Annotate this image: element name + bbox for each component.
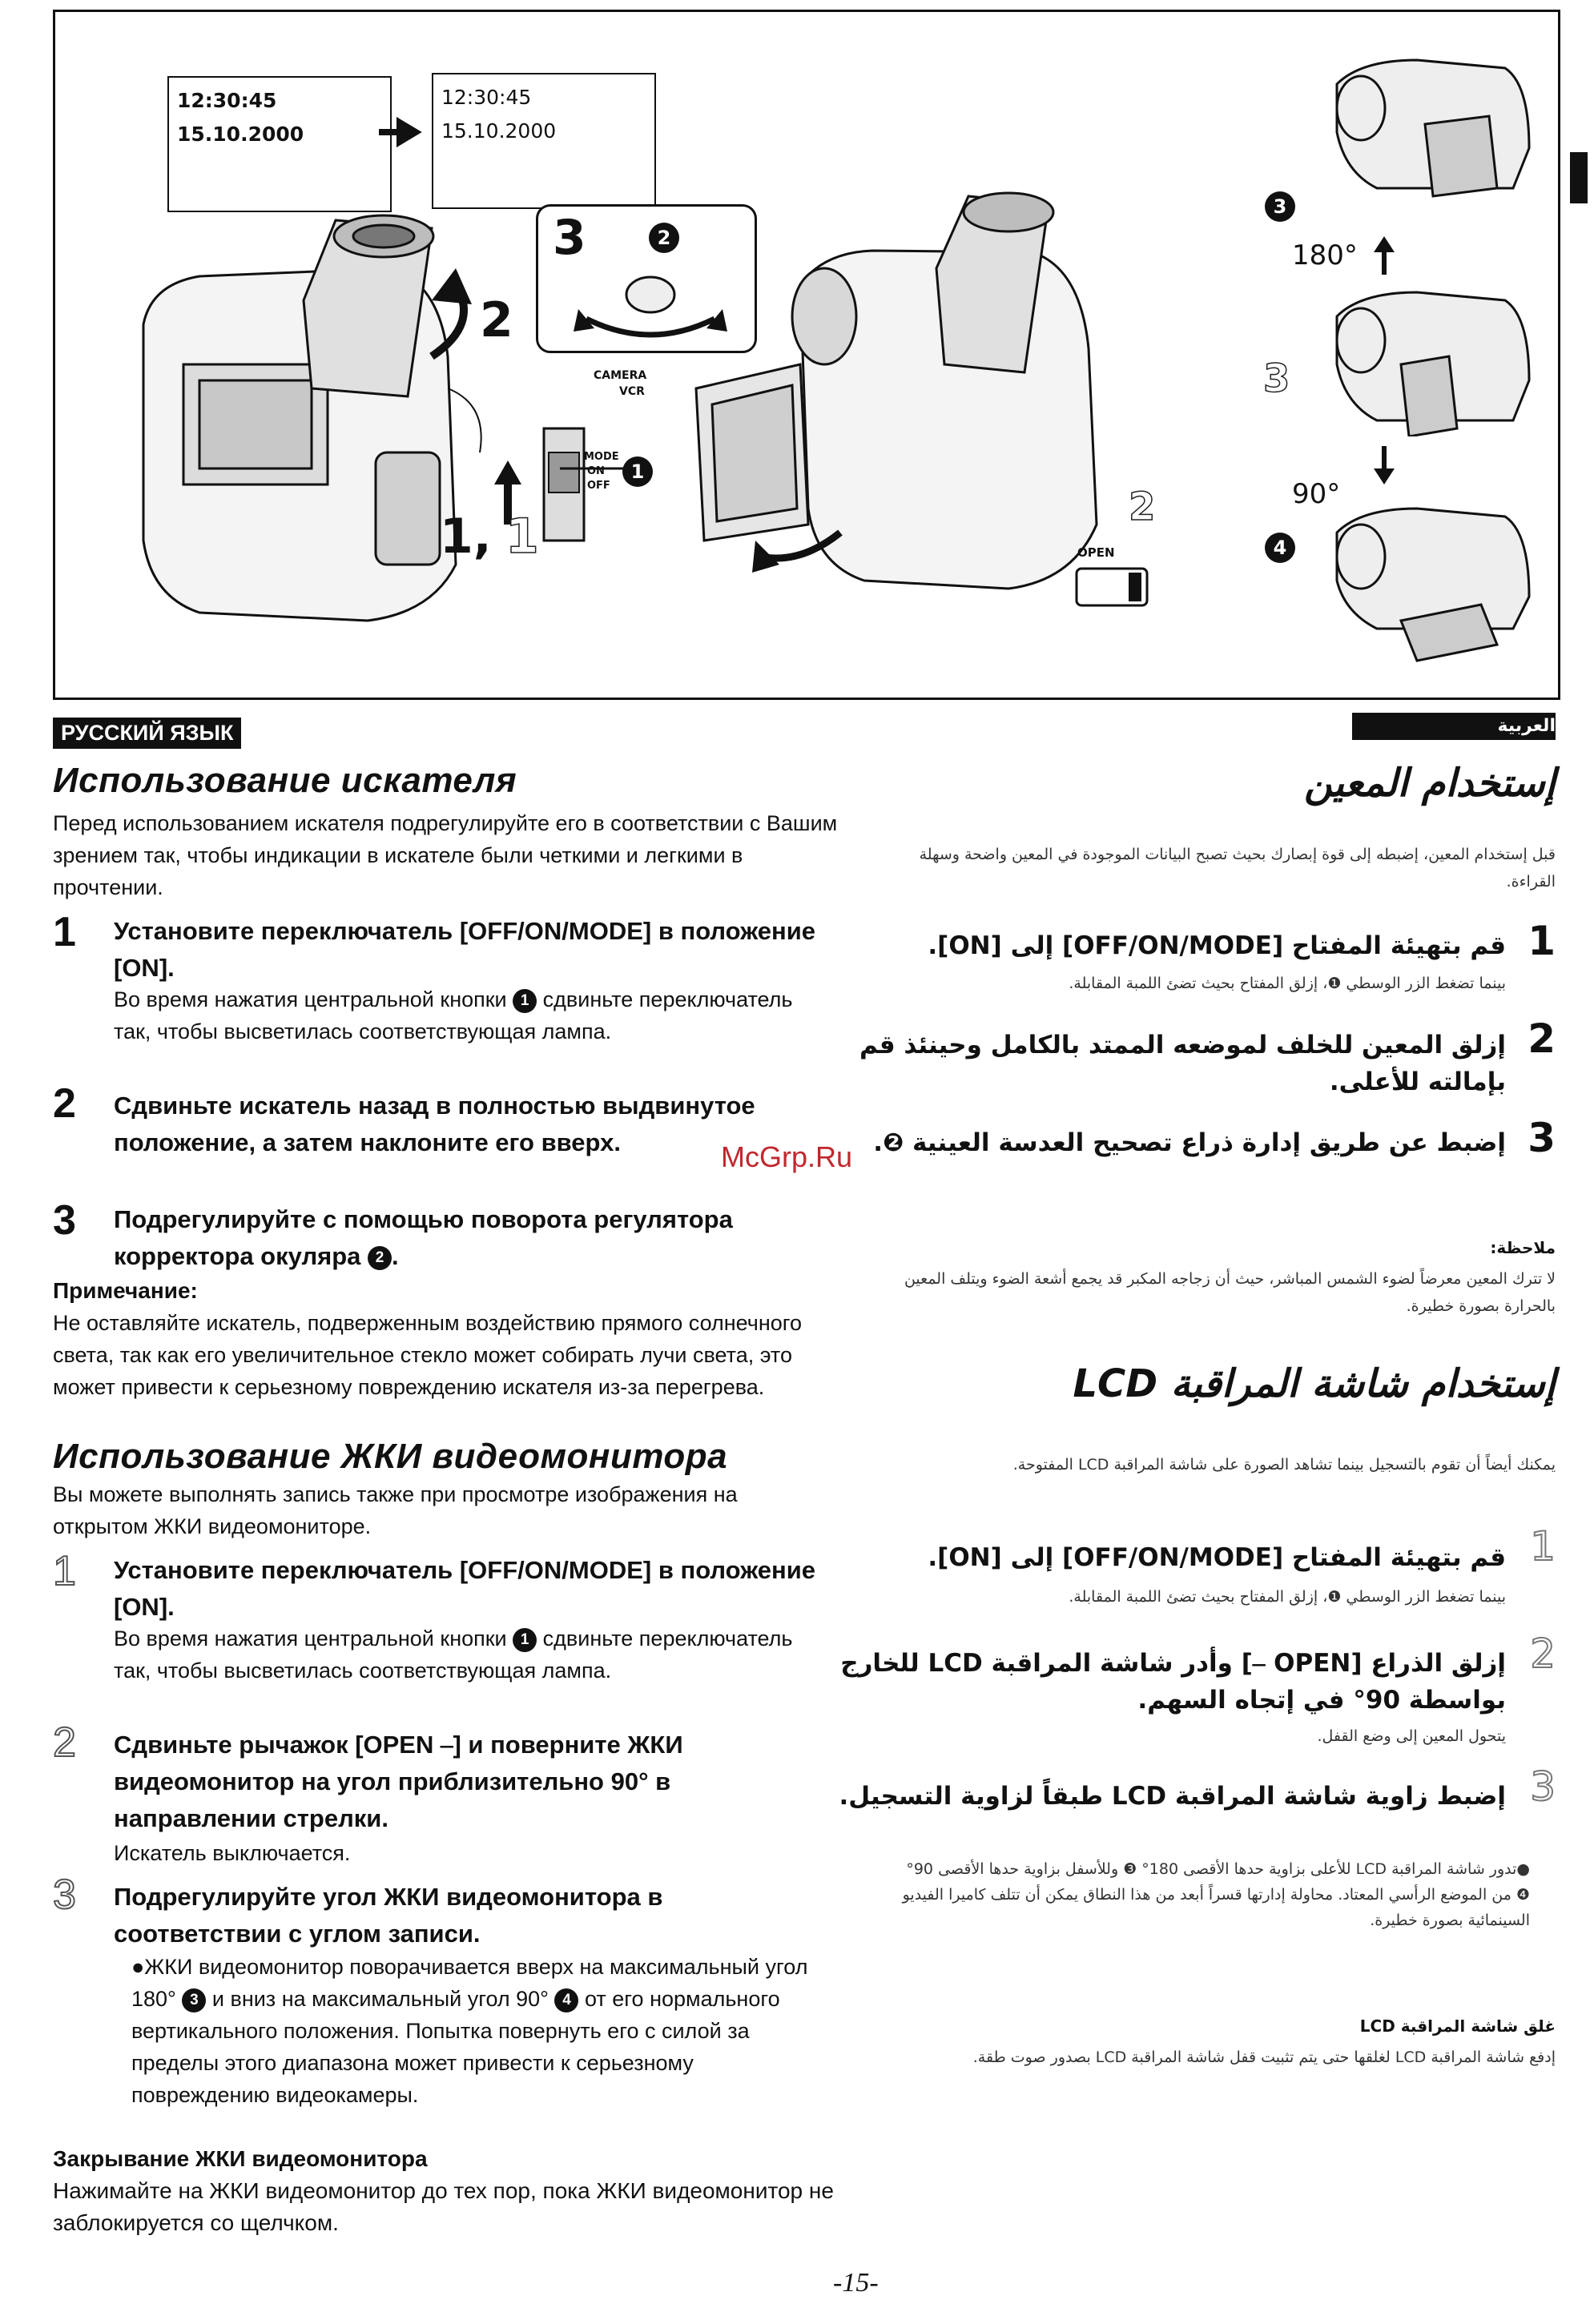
ar-lcd-step-3-title: إضبط زاوية شاشة المراقبة LCD طبقاً لزاوية التسجيل. — [839, 1782, 1506, 1811]
lcd-time-after: 12:30:45 — [441, 86, 532, 109]
power-switch-drawing — [480, 404, 600, 557]
ru-vf-step-3-number: 3 — [53, 1197, 76, 1244]
lcd-date-after: 15.10.2000 — [441, 119, 557, 143]
marker-1-icon: 1 — [513, 1628, 537, 1652]
arrow-down-icon — [1372, 444, 1396, 485]
ru-note-body: Не оставляйте искатель, подверженным воздействию прямого солнечного света, так как его увеличительное стекло может собирать лучи света, это может привести к серьезному повреждению искателя из-за перегрева. — [53, 1311, 803, 1399]
ar-lcd-step-1-title: قم بتهيئة المفتاح [OFF/ON/MODE] إلى [ON]. — [928, 1543, 1506, 1572]
ru-viewfinder-title: Использование искателя — [53, 761, 517, 800]
ru-lcd-step-2-body: Искатель выключается. — [114, 1841, 351, 1865]
open-lever-icon — [1073, 565, 1153, 613]
switch-vcr-label: VCR — [619, 385, 645, 398]
camcorder-lcd-90-drawing — [1305, 493, 1545, 669]
open-lever-label: OPEN — [1077, 545, 1115, 560]
ru-lcd-step-1-body: Во время нажатия центральной кнопки 1 сдвиньте переключатель так, чтобы высветилась соответствующая лампа. — [114, 1626, 793, 1683]
marker-4-icon: 4 — [554, 1988, 578, 2012]
ru-lcd-step-1-title: Установите переключатель [OFF/ON/MODE] в положение [ON]. — [114, 1556, 816, 1621]
marker-3-icon: 3 — [1265, 191, 1295, 222]
ar-vf-step-2-number: 2 — [1528, 1015, 1556, 1062]
ar-lcd-step-3-number: 3 — [1530, 1763, 1556, 1810]
figure-step-1-label: 1, — [440, 509, 492, 565]
marker-1-icon: 1 — [622, 456, 653, 487]
camcorder-lcd-180-drawing — [1305, 36, 1545, 204]
marker-2-icon: 2 — [649, 223, 679, 253]
lcd-date-before: 15.10.2000 — [177, 123, 304, 146]
ru-lcd-intro: Вы можете выполнять запись также при просмотре изображения на открытом ЖКИ видеомониторе. — [53, 1482, 738, 1538]
figure-step-2-label: 2 — [480, 292, 513, 348]
switch-mode-label: MODE — [584, 451, 619, 463]
lcd-display-after — [432, 73, 656, 209]
lcd-time-before: 12:30:45 — [177, 89, 277, 112]
page-number: -15- — [833, 2268, 879, 2298]
ar-lcd-title: إستخدام شاشة المراقبة LCD — [1073, 1361, 1556, 1406]
ar-vf-step-3-title: إضبط عن طريق إدارة ذراع تصحيح العدسة العينية ❷. — [873, 1128, 1506, 1157]
lcd-display-before — [167, 76, 392, 212]
ru-vf-step-1-number: 1 — [53, 909, 76, 955]
watermark-text: McGrp.Ru — [721, 1140, 853, 1173]
switch-on-label: ON — [587, 465, 605, 477]
angle-90-label: 90° — [1292, 478, 1341, 510]
ar-lcd-step-1-body: بينما تضغط الزر الوسطي ❶، إزلق المفتاح بحيث تضئ اللمبة المقابلة. — [1069, 1588, 1506, 1606]
ru-lcd-step-2-number: 2 — [53, 1719, 76, 1766]
ar-note-body: لا تترك المعين معرضاً لضوء الشمس المباشر، حيث أن زجاجه المكبر قد يجمع أشعة الضوء ويتلف المعين بالحرارة بصورة خطيرة. — [904, 1270, 1556, 1315]
ru-vf-step-2-number: 2 — [53, 1080, 76, 1127]
ar-vf-step-1-number: 1 — [1528, 918, 1556, 964]
ar-vf-step-1-body: بينما تضغط الزر الوسطي ❶، إزلق المفتاح بحيث تضئ اللمبة المقابلة. — [1069, 975, 1506, 992]
switch-camera-label: CAMERA — [594, 369, 647, 382]
ru-lcd-step-1-number: 1 — [53, 1548, 76, 1594]
figure-step-1-outline-label: 1 — [505, 509, 539, 565]
figure-step-3-label: 3 — [553, 210, 586, 266]
marker-1-icon: 1 — [513, 989, 537, 1013]
ru-vf-step-2-title: Сдвиньте искатель назад в полностью выдвинутое положение, а затем наклоните его вверх. — [114, 1092, 755, 1156]
ru-note-title: Примечание: — [53, 1278, 198, 1303]
ru-vf-step-1-body: Во время нажатия центральной кнопки 1 сдвиньте переключатель так, чтобы высветилась соответствующая лампа. — [114, 987, 793, 1043]
marker-3-icon: 3 — [182, 1988, 206, 2012]
ar-viewfinder-intro: قبل إستخدام المعين، إضبطه إلى قوة إبصارك بحيث تصبح البيانات الموجودة في المعين واضحة وسهلة القراءة. — [919, 846, 1556, 891]
ar-note-title: ملاحظة: — [1490, 1238, 1556, 1257]
ar-lcd-step-2-title: إزلق الذراع [OPEN ⎯] وأدر شاشة المراقبة LCD للخارج بواسطة 90° في إتجاه السهم. — [840, 1649, 1506, 1715]
ar-viewfinder-title: إستخدام المعين — [1304, 761, 1556, 806]
ar-lcd-step-2-body: يتحول المعين إلى وضع القفل. — [1317, 1727, 1506, 1745]
ru-vf-step-3-title: Подрегулируйте с помощью поворота регулятора корректора окуляра 2 . — [114, 1205, 733, 1270]
pointer-line-icon — [560, 460, 624, 476]
figure-step-2-outline-label: 2 — [1129, 485, 1156, 529]
figure-step-3-outline-label: 3 — [1263, 356, 1290, 401]
ru-lcd-step-3-number: 3 — [53, 1872, 76, 1918]
lcd-open-arrow-icon — [752, 509, 856, 581]
ar-lcd-step-2-number: 2 — [1530, 1630, 1556, 1677]
ar-lcd-step-3-body: ●تدور شاشة المراقبة LCD للأعلى بزاوية حدها الأقصى 180° ❸ وللأسفل بزاوية حدها الأقصى 90° ❹ من الموضع الرأسي المعتاد. محاولة إدارتها قسراً أبعد من هذا النطاق يمكن أن تتلف كاميرا الفيديو السينمائية بصورة خطيرة. — [902, 1860, 1530, 1929]
side-tab-marker — [1570, 152, 1588, 203]
arabic-language-tag: العربية — [1352, 713, 1556, 740]
ru-lcd-step-3-title: Подрегулируйте угол ЖКИ видеомонитора в соответствии с углом записи. — [114, 1883, 663, 1948]
ar-vf-step-2-title: إزلق المعين للخلف لموضعه الممتد بالكامل وحينئذ قم بإمالته للأعلى. — [859, 1031, 1506, 1096]
ru-lcd-title: Использование ЖКИ видеомонитора — [53, 1437, 728, 1476]
illustration-panel — [53, 10, 1560, 700]
ru-lcd-step-3-bullet: ●ЖКИ видеомонитор поворачивается вверх на максимальный угол 180° 3 и вниз на максимальный угол 90° 4 от его нормального вертикального положения. Попытка повернуть его с силой за пределы этого диапазона может привести к серьезному повреждению видеокамеры. — [131, 1955, 808, 2107]
camcorder-lcd-normal-drawing — [1305, 276, 1545, 436]
ru-closing-body: Нажимайте на ЖКИ видеомонитор до тех пор, пока ЖКИ видеомонитор не заблокируется со щелчком. — [53, 2178, 834, 2235]
ru-viewfinder-intro: Перед использованием искателя подрегулируйте его в соответствии с Вашим зрением так, чтобы индикации в искателе были четкими и легкими в прочтении. — [53, 811, 838, 899]
angle-180-label: 180° — [1292, 239, 1358, 271]
arrow-right-icon — [376, 116, 424, 148]
ar-lcd-step-1-number: 1 — [1530, 1523, 1556, 1570]
ru-vf-step-1-title: Установите переключатель [OFF/ON/MODE] в положение [ON]. — [114, 917, 816, 982]
arrow-up-icon — [1372, 236, 1396, 276]
ru-closing-title: Закрывание ЖКИ видеомонитора — [53, 2146, 428, 2171]
marker-2-icon: 2 — [368, 1246, 392, 1270]
ar-closing-title: غلق شاشة المراقبة LCD — [1359, 2016, 1556, 2036]
ar-vf-step-3-number: 3 — [1528, 1115, 1556, 1161]
marker-4-icon: 4 — [1265, 533, 1295, 563]
ar-closing-body: إدفع شاشة المراقبة LCD لغلقها حتى يتم تثبيت قفل شاشة المراقبة LCD بصدور صوت طقة. — [972, 2049, 1556, 2066]
ru-lcd-step-2-title: Сдвиньте рычажок [OPEN ⎯] и поверните ЖКИ видеомонитор на угол приблизительно 90° в направлении стрелки. — [114, 1731, 683, 1832]
ar-lcd-intro: يمكنك أيضاً أن تقوم بالتسجيل بينما تشاهد الصورة على شاشة المراقبة LCD المفتوحة. — [1012, 1456, 1556, 1474]
russian-language-tag: РУССКИЙ ЯЗЫК — [53, 718, 241, 749]
ar-vf-step-1-title: قم بتهيئة المفتاح [OFF/ON/MODE] إلى [ON]. — [928, 931, 1506, 960]
switch-off-label: OFF — [587, 480, 610, 492]
